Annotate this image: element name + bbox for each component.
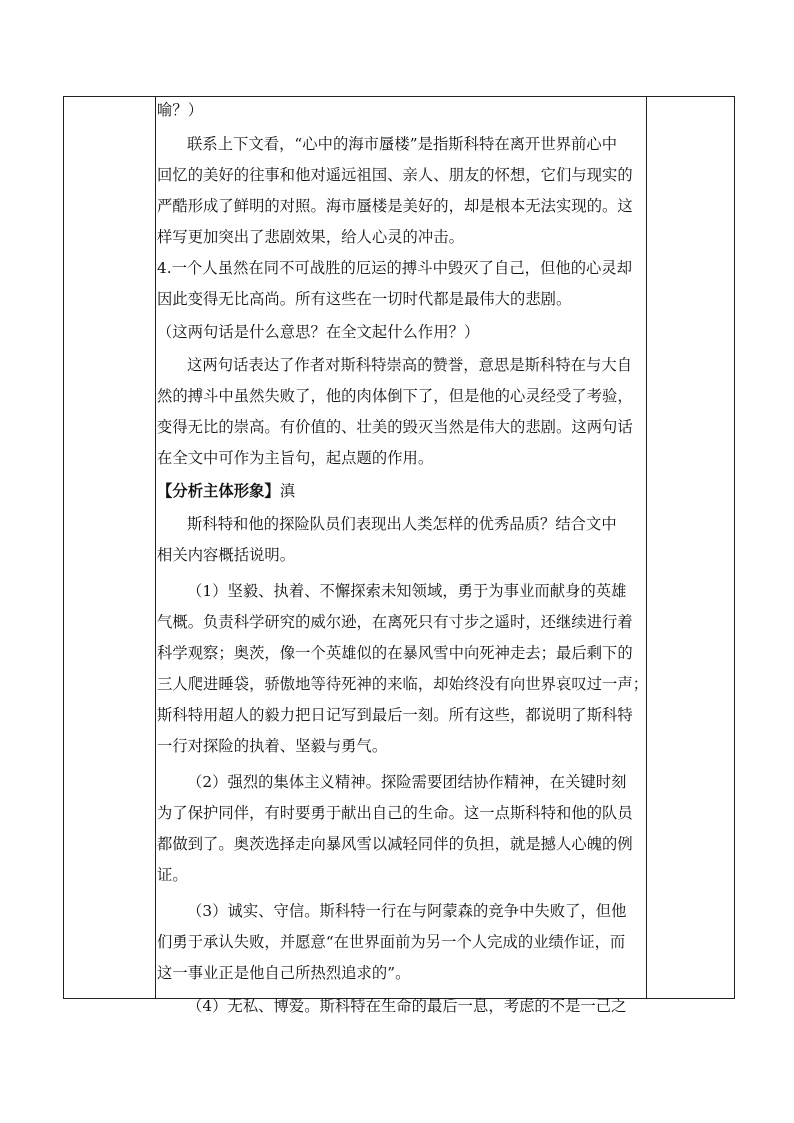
- text-line: 在全文中可作为主旨句，起点题的作用。: [157, 449, 434, 467]
- section-heading-tail: 滇: [279, 482, 296, 500]
- text-line: 因此变得无比高尚。所有这些在一切时代都是最伟大的悲剧。: [157, 290, 572, 308]
- text-line: 证。: [157, 866, 188, 884]
- text-line: 这两句话表达了作者对斯科特崇高的赞誉，意思是斯科特在与大自: [187, 356, 633, 374]
- text-line: 样写更加突出了悲剧效果，给人心灵的冲击。: [157, 228, 464, 246]
- section-heading: [157, 481, 647, 501]
- text-line: 变得无比的崇高。有价值的、壮美的毁灭当然是伟大的悲剧。这两句话: [157, 418, 633, 436]
- text-line: 然的搏斗中虽然失败了，他的肉体倒下了，但是他的心灵经受了考验，: [157, 387, 633, 405]
- text-line: （1）坚毅、执着、不懈探索未知领域，勇于为事业而献身的英雄: [187, 582, 627, 600]
- text-line: 们勇于承认失败，并愿意“在世界面前为另一个人完成的业绩作证，而: [157, 933, 626, 951]
- text-line: 严酷形成了鲜明的对照。海市蜃楼是美好的，却是根本无法实现的。这: [157, 197, 633, 215]
- text-line: 为了保护同伴，有时要勇于献出自己的生命。这一点斯科特和他的队员: [157, 804, 633, 822]
- section-heading-label: 【分析主体形象】: [157, 482, 280, 500]
- text-line: 喻？）: [157, 101, 204, 119]
- text-line: （这两句话是什么意思？在全文起什么作用？）: [157, 323, 480, 341]
- text-line: 都做到了。奥茨选择走向暴风雪以减轻同伴的负担，就是撼人心魄的例: [157, 835, 633, 853]
- text-line: 斯科特和他的探险队员们表现出人类怎样的优秀品质？结合文中: [187, 515, 617, 533]
- text-line: 相关内容概括说明。: [157, 546, 296, 564]
- text-line: 回忆的美好的往事和他对遥远祖国、亲人、朋友的怀想，它们与现实的: [157, 166, 633, 184]
- content-cell: [155, 96, 649, 1015]
- text-line: 一行对探险的执着、坚毅与勇气。: [157, 737, 388, 755]
- text-line: 气概。负责科学研究的威尔逊，在离死只有寸步之遥时，还继续进行着: [157, 613, 633, 631]
- text-line: （3）诚实、守信。斯科特一行在与阿蒙森的竞争中失败了，但他: [187, 902, 627, 920]
- text-line: 斯科特用超人的毅力把日记写到最后一刻。所有这些，都说明了斯科特: [157, 706, 633, 724]
- text-line: 科学观察；奥茨，像一个英雄似的在暴风雪中向死神走去；最后剩下的: [157, 644, 633, 662]
- text-line: 这一事业正是他自己所热烈追求的”。: [157, 964, 411, 982]
- text-line: （2）强烈的集体主义精神。探险需要团结协作精神，在关键时刻: [187, 773, 627, 791]
- text-line: 4.一个人虽然在同不可战胜的厄运的搏斗中毁灭了自己，但他的心灵却: [157, 259, 633, 277]
- text-line: 三人爬进睡袋，骄傲地等待死神的来临，却始终没有向世界哀叹过一声；: [157, 675, 649, 693]
- text-line: （4）无私、博爱。斯科特在生命的最后一息，考虑的不是一己之: [187, 997, 627, 1015]
- text-line: 联系上下文看，“心中的海市蜃楼”是指斯科特在离开世界前心中: [187, 135, 618, 153]
